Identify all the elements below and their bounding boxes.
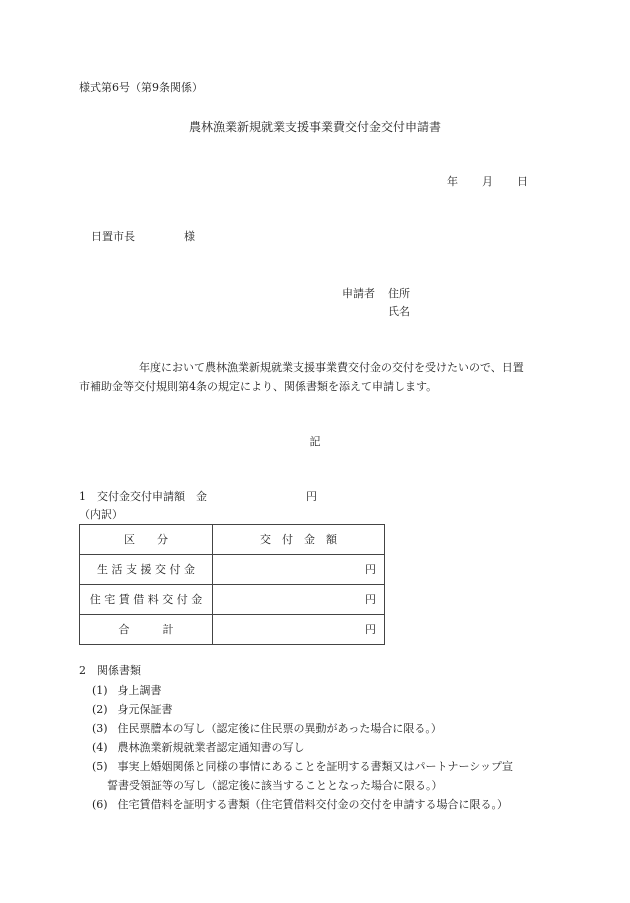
list-item-text: 住民票謄本の写し（認定後に住民票の異動があった場合に限る。） (117, 722, 442, 735)
list-item-number: (2) (92, 703, 108, 716)
row-amount-unit: 円 (213, 585, 385, 615)
form-number: 様式第6号（第9条関係） (79, 81, 203, 94)
list-item (92, 761, 513, 772)
breakdown-label: （内訳） (79, 508, 123, 521)
list-item (92, 799, 508, 810)
list-item-text: 身上調書 (117, 684, 162, 697)
list-item-number: (6) (92, 798, 108, 811)
table-row (80, 555, 385, 585)
body-text-line-2: 市補助金等交付規則第4条の規定により、関係書類を添えて申請します。 (79, 380, 438, 393)
list-item-continuation: 誓書受領証等の写し（認定後に該当することとなった場合に限る。） (107, 779, 443, 792)
row-category: 住 宅 賃 借 料 交 付 金 (80, 585, 213, 615)
breakdown-table (79, 524, 385, 645)
list-item (92, 742, 305, 753)
date-year-label: 年 (447, 175, 458, 188)
list-item-text: 身元保証書 (117, 703, 173, 716)
addressee-name: 日置市長 (91, 230, 135, 243)
table-row (80, 585, 385, 615)
date-month-label: 月 (482, 175, 493, 188)
applicant-address-label: 住所 (388, 287, 410, 300)
list-item-number: (4) (92, 741, 108, 754)
header-category: 区 分 (80, 525, 213, 555)
section1-heading: 1 交付金交付申請額 金 (79, 490, 207, 503)
list-item-text: 農林漁業新規就業者認定通知書の写し (117, 741, 305, 754)
header-amount: 交 付 金 額 (213, 525, 385, 555)
row-category: 合 計 (80, 615, 213, 645)
section2-heading: 2 関係書類 (79, 664, 141, 677)
row-amount-unit: 円 (213, 555, 385, 585)
row-category: 生 活 支 援 交 付 金 (80, 555, 213, 585)
list-item-text: 住宅賃借料を証明する書類（住宅賃借料交付金の交付を申請する場合に限る。） (117, 798, 508, 811)
date-day-label: 日 (517, 175, 528, 188)
table-row (80, 615, 385, 645)
page-title: 農林漁業新規就業支援事業費交付金交付申請書 (188, 120, 441, 134)
list-item-number: (1) (92, 684, 108, 697)
ki-heading: 記 (309, 435, 321, 448)
row-amount-unit: 円 (213, 615, 385, 645)
body-text-line-1: 年度において農林漁業新規就業支援事業費交付金の交付を受けたいので、日置 (139, 361, 524, 374)
list-item (92, 704, 173, 715)
list-item-text: 事実上婚姻関係と同様の事情にあることを証明する書類又はパートナーシップ宣 (117, 760, 514, 773)
applicant-label: 申請者 (342, 287, 375, 300)
section1-yen: 円 (306, 490, 317, 503)
list-item-number: (5) (92, 760, 108, 773)
addressee-honorific: 様 (184, 230, 195, 243)
list-item (92, 723, 442, 734)
list-item (92, 685, 162, 696)
list-item-number: (3) (92, 722, 108, 735)
table-header-row (80, 525, 385, 555)
applicant-name-label: 氏名 (388, 305, 410, 318)
